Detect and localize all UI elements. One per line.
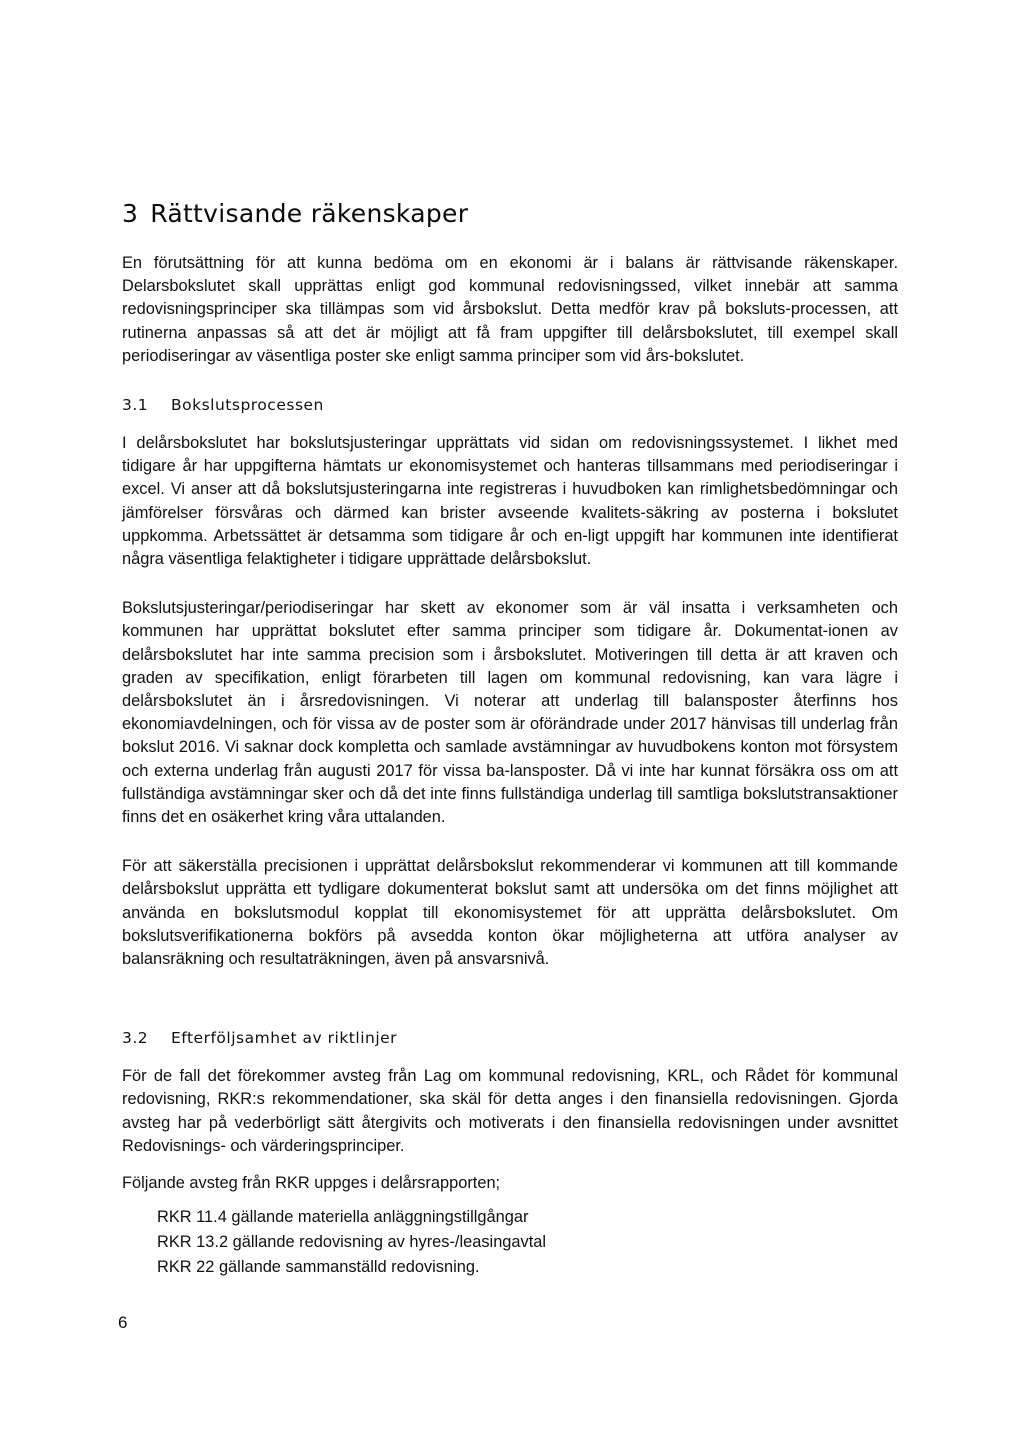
- subsection-number: 3.1: [122, 396, 149, 415]
- section-number: 3: [122, 199, 139, 228]
- paragraph: I delårsbokslutet har bokslutsjusteringar upprättats vid sidan om redovisningssystemet. I likhet med tidigare år har uppgifterna hämtats ur ekonomisystemet och hanteras tillsammans med periodiseringar i excel. Vi anser att då bokslutsjusteringarna inte registreras i huvudboken kan rimlighetsbedömningar och jämförelser försvåras och därmed kan brister avseende kvalitets-säkring av posterna i bokslutet uppkomma. Arbetssättet är detsamma som tidigare år och en-ligt uppgift har kommunen inte identifierat några väsentliga felaktigheter i tidigare upprättade delårsbokslut.: [122, 434, 898, 569]
- document-page: [122, 198, 898, 1280]
- paragraph: För att säkerställa precisionen i upprättat delårsbokslut rekommenderar vi kommunen att till kommande delårsbokslut upprätta ett tydligare dokumenterat bokslut samt att undersöka om det finns möjlighet att använda en bokslutsmodul kopplat till ekonomisystemet för att upprätta delårsbokslutet. Om bokslutsverifikationerna bokförs på avsedda konton ökar möjligheterna att utföra analyser av balansräkning och resultaträkningen, även på ansvarsnivå.: [122, 857, 898, 969]
- deviation-list: [157, 1205, 898, 1280]
- list-item: RKR 11.4 gällande materiella anläggningstillgångar: [157, 1208, 529, 1227]
- list-item: RKR 13.2 gällande redovisning av hyres-/leasingavtal: [157, 1233, 547, 1252]
- section-title: Rättvisande räkenskaper: [150, 199, 469, 228]
- subsection-heading-3-1: [122, 394, 898, 416]
- subsection-title: Bokslutsprocessen: [171, 396, 324, 415]
- subsection-heading-3-2: [122, 1027, 898, 1049]
- list-item: RKR 22 gällande sammanställd redovisning.: [157, 1258, 480, 1277]
- subsection-number: 3.2: [122, 1029, 149, 1048]
- paragraph: För de fall det förekommer avsteg från Lag om kommunal redovisning, KRL, och Rådet för kommunal redovisning, RKR:s rekommendationer, ska skäl för detta anges i den finansiella redovisningen. Gjorda avsteg har på vederbörligt sätt återgivits och motiverats i den finansiella redovisningen under avsnittet Redovisnings- och värderingsprinciper.: [122, 1067, 898, 1155]
- section-intro-paragraph: En förutsättning för att kunna bedöma om en ekonomi är i balans är rättvisande räkenskaper. Delarsbokslutet skall upprättas enligt god kommunal redovisningssed, vilket innebär att samma redovisningsprinciper ska tillämpas som vid årsbokslut. Detta medför krav på boksluts-processen, att rutinerna anpassas så att det är möjligt att få fram uppgifter till delårsbokslutet, till exempel skall periodiseringar av väsentliga poster ske enligt samma principer som vid års-bokslutet.: [122, 254, 898, 365]
- paragraph: Bokslutsjusteringar/periodiseringar har skett av ekonomer som är väl insatta i verksamheten och kommunen har upprättat bokslutet efter samma principer som tidigare år. Dokumentat-ionen av delårsbokslutet har inte samma precision som i årsbokslutet. Motiveringen till detta är att kraven och graden av specifikation, enligt förarbeten till lagen om kommunal redovisning, kan vara lägre i delårsbokslutet än i årsredovisningen. Vi noterar att underlag till balansposter återfinns hos ekonomiavdelningen, och för vissa av de poster som är oförändrade under 2017 hänvisas till underlag från bokslut 2016. Vi saknar dock kompletta och samlade avstämningar av huvudbokens konton mot försystem och externa underlag från augusti 2017 för vissa ba-lansposter. Då vi inte har kunnat försäkra oss om att fullständiga avstämningar sker och då det inte finns fullständiga underlag till samtliga bokslutstransaktioner finns det en osäkerhet kring våra uttalanden.: [122, 599, 898, 827]
- section-heading: [122, 198, 898, 230]
- subsection-title: Efterföljsamhet av riktlinjer: [171, 1029, 398, 1048]
- paragraph: Följande avsteg från RKR uppges i delårsrapporten;: [122, 1174, 501, 1193]
- page-number: 6: [118, 1313, 128, 1332]
